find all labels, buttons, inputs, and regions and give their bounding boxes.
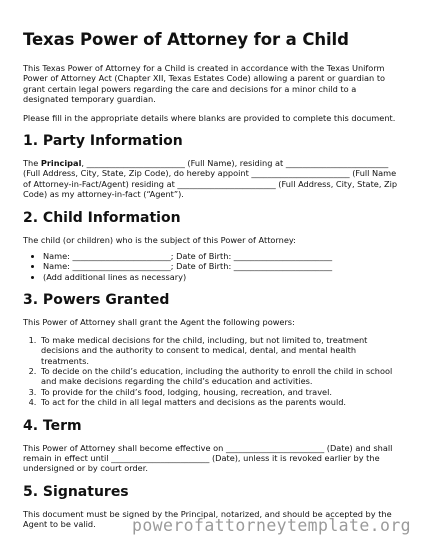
party-paragraph [23, 158, 401, 200]
list-item: • Name: ________________________; Date of Birth: ________________________ [43, 251, 401, 261]
site-watermark: powerofattorneytemplate.org [131, 516, 411, 535]
section-powers-granted [23, 292, 401, 407]
list-item: 4. To act for the child in all legal matters and decisions as the parents would. [39, 397, 401, 407]
document-title: Texas Power of Attorney for a Child [23, 30, 349, 49]
section-child-information [23, 210, 401, 283]
party-text: , ________________________ (Full Name), residing at _________________________ (Full Address, City, State, Zip Code), do hereby appoint ________________________ (Full Name of Attorney-in-Fact/Agent) residing at ________________________ (Full Address, City, State, Zip Code) as my attorney-in-fact (“Agent”). [23, 158, 398, 200]
section-heading: 1. Party Information [23, 133, 183, 150]
instructions-paragraph: Please fill in the appropriate details where blanks are provided to complete this document. [23, 112, 396, 123]
child-paragraph: The child (or children) who is the subject of this Power of Attorney: [23, 234, 296, 245]
document-page [23, 30, 401, 530]
section-heading: 5. Signatures [23, 483, 129, 500]
section-heading: 4. Term [23, 417, 82, 434]
section-heading: 2. Child Information [23, 209, 181, 226]
section-heading: 3. Powers Granted [23, 292, 170, 309]
child-list [23, 251, 401, 282]
list-item: 3. To provide for the child’s food, lodging, housing, recreation, and travel. [39, 387, 401, 397]
list-item: 1. To make medical decisions for the child, including, but not limited to, treatment decisions and the authority to consent to medical, dental, and mental health treatments. [39, 335, 401, 366]
intro-paragraph: This Texas Power of Attorney for a Child is created in accordance with the Texas Uniform Power of Attorney Act (Chapter XII, Texas Estates Code) allowing a parent or guardian to grant certain legal powers regarding the care and decisions for a minor child to a designated temporary guardian. [23, 63, 386, 105]
powers-list [23, 335, 401, 408]
signatures-paragraph: This document must be signed by the Principal, notarized, and should be accepted by the Agent to be valid. [23, 508, 392, 530]
principal-label: Principal [40, 158, 82, 169]
list-item: • Name: ________________________; Date of Birth: ________________________ [43, 261, 401, 271]
section-term [23, 418, 401, 474]
party-prefix: The [23, 158, 41, 169]
list-item: 2. To decide on the child’s education, including the authority to enroll the child in school and make decisions regarding the child’s education and activities. [39, 366, 401, 387]
term-paragraph: This Power of Attorney shall become effective on ________________________ (Date) and shall remain in effect until ________________________ (Date), unless it is revoked earlier by the undersigned or by court order. [23, 442, 393, 474]
list-item: • (Add additional lines as necessary) [43, 272, 401, 282]
section-party-information [23, 133, 401, 200]
powers-paragraph: This Power of Attorney shall grant the Agent the following powers: [23, 317, 295, 328]
